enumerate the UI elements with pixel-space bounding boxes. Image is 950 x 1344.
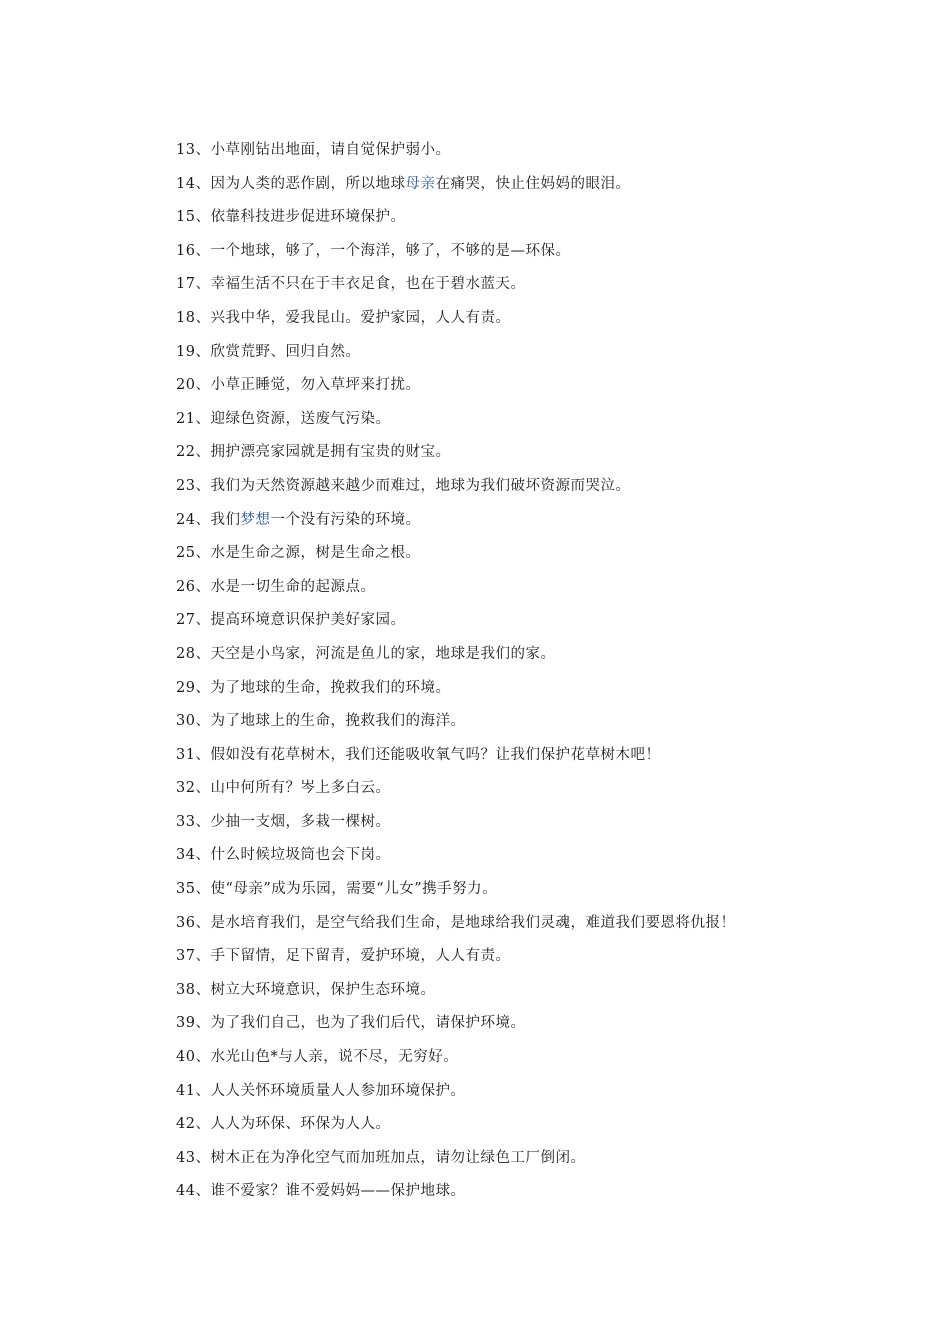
list-item-text: 23、我们为天然资源越来越少而难过，地球为我们破坏资源而哭泣。 [176,477,631,494]
list-item-text: 40、水光山色*与人亲，说不尽，无穷好。 [176,1049,459,1066]
list-item [176,407,916,441]
list-item-text: 43、树木正在为净化空气而加班加点，请勿让绿色工厂倒闭。 [176,1149,586,1166]
list-item [176,239,916,273]
slogan-list [176,138,916,1213]
list-item-text: 36、是水培育我们，是空气给我们生命，是地球给我们灵魂，难道我们要恩将仇报！ [176,914,736,931]
list-item-text: 14、因为人类的恶作剧，所以地球 [176,175,406,192]
list-item [176,1179,916,1213]
list-item-text: 17、幸福生活不只在于丰衣足食，也在于碧水蓝天。 [176,276,526,293]
list-item-text: 26、水是一切生命的起源点。 [176,578,376,595]
list-item-text: 30、为了地球上的生命，挽救我们的海洋。 [176,713,466,730]
list-item [176,474,916,508]
list-item [176,1045,916,1079]
list-item-text: 18、兴我中华，爱我昆山。爱护家园，人人有责。 [176,309,511,326]
list-item [176,575,916,609]
inline-link[interactable]: 梦想 [240,511,271,528]
list-item-text: 41、人人关怀环境质量人人参加环境保护。 [176,1082,466,1099]
list-item-text: 21、迎绿色资源，送废气污染。 [176,410,391,427]
list-item [176,709,916,743]
list-item [176,1011,916,1045]
list-item-text: 24、我们 [176,511,241,528]
list-item-text: 15、依靠科技进步促进环境保护。 [176,209,406,226]
list-item [176,1112,916,1146]
list-item-text: 22、拥护漂亮家园就是拥有宝贵的财宝。 [176,444,451,461]
list-item [176,205,916,239]
inline-link[interactable]: 母亲 [405,175,436,192]
list-item [176,978,916,1012]
list-item [176,340,916,374]
list-item [176,508,916,542]
list-item [176,810,916,844]
list-item-text: 28、天空是小鸟家，河流是鱼儿的家，地球是我们的家。 [176,645,556,662]
list-item [176,272,916,306]
list-item-text: 42、人人为环保、环保为人人。 [176,1116,391,1133]
list-item-text: 38、树立大环境意识，保护生态环境。 [176,981,436,998]
list-item [176,172,916,206]
list-item [176,541,916,575]
list-item [176,306,916,340]
list-item-text: 在痛哭，快止住妈妈的眼泪。 [435,175,631,192]
list-item [176,877,916,911]
list-item-text: 37、手下留情，足下留青，爱护环境，人人有责。 [176,948,511,965]
list-item-text: 32、山中何所有？岑上多白云。 [176,780,391,797]
list-item-text: 13、小草刚钻出地面，请自觉保护弱小。 [176,142,451,158]
list-item-text: 19、欣赏荒野、回归自然。 [176,343,361,360]
list-item [176,1079,916,1113]
list-item-text: 27、提高环境意识保护美好家园。 [176,612,406,629]
list-item [176,776,916,810]
list-item [176,373,916,407]
list-item-text: 44、谁不爱家？谁不爱妈妈——保护地球。 [176,1183,466,1200]
list-item [176,440,916,474]
list-item [176,1146,916,1180]
list-item-text: 34、什么时候垃圾筒也会下岗。 [176,847,391,864]
list-item-text: 16、一个地球，够了，一个海洋，够了，不够的是—环保。 [176,242,571,259]
list-item-text: 39、为了我们自己，也为了我们后代，请保护环境。 [176,1015,526,1032]
list-item-text: 33、少抽一支烟，多栽一棵树。 [176,813,391,830]
list-item-text: 35、使“母亲”成为乐园，需要“儿女”携手努力。 [176,881,498,898]
list-item [176,743,916,777]
list-item [176,944,916,978]
list-item [176,676,916,710]
list-item-text: 25、水是生命之源，树是生命之根。 [176,545,421,562]
list-item [176,138,916,172]
list-item [176,843,916,877]
list-item [176,911,916,945]
list-item-text: 20、小草正睡觉，勿入草坪来打扰。 [176,377,421,394]
list-item [176,642,916,676]
list-item-text: 31、假如没有花草树木，我们还能吸收氧气吗？让我们保护花草树木吧！ [176,746,661,763]
list-item-text: 29、为了地球的生命，挽救我们的环境。 [176,679,451,696]
list-item-text: 一个没有污染的环境。 [270,511,421,528]
list-item [176,608,916,642]
